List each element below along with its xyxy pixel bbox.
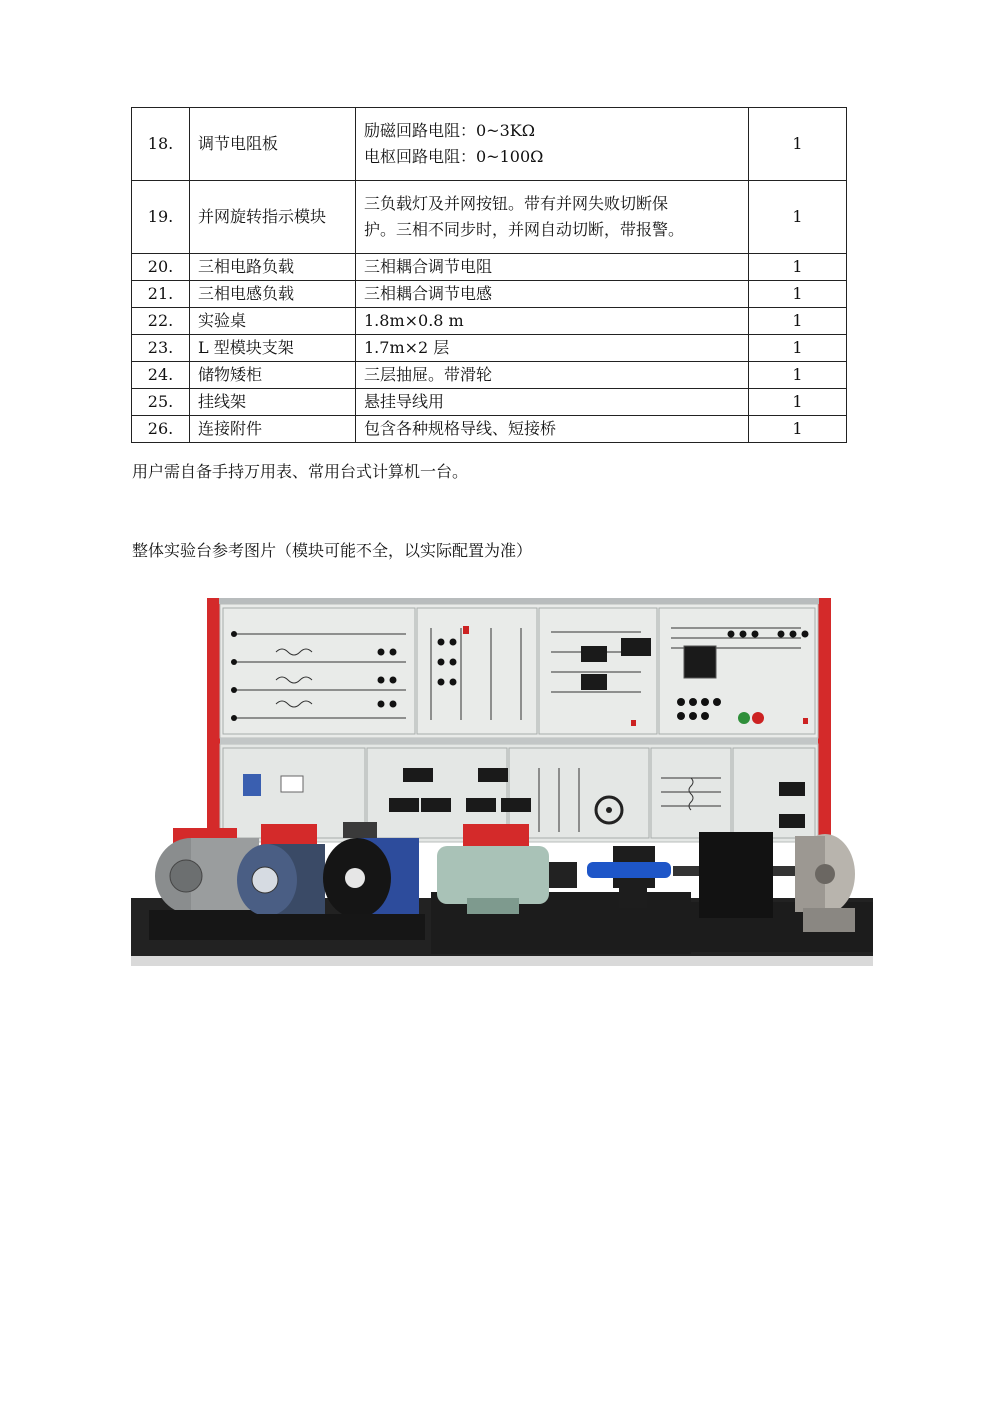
brake-unit bbox=[795, 834, 855, 932]
row-description: 三相耦合调节电阻 bbox=[356, 254, 749, 281]
row-number: 22. bbox=[132, 308, 190, 335]
row-name: 挂线架 bbox=[190, 389, 356, 416]
table-row bbox=[132, 389, 847, 416]
table-row bbox=[132, 281, 847, 308]
panel-divider bbox=[220, 738, 818, 744]
row-description: 三层抽屉。带滑轮 bbox=[356, 362, 749, 389]
row-name: 三相电路负载 bbox=[190, 254, 356, 281]
row-quantity: 1 bbox=[749, 181, 847, 254]
row-number: 18. bbox=[132, 108, 190, 181]
row-quantity: 1 bbox=[749, 254, 847, 281]
frame-post-right bbox=[818, 598, 831, 838]
row-description bbox=[356, 108, 749, 181]
row-number: 20. bbox=[132, 254, 190, 281]
frame-post-left bbox=[207, 598, 220, 838]
row-name: 储物矮柜 bbox=[190, 362, 356, 389]
row-quantity: 1 bbox=[749, 281, 847, 308]
user-requirement-note: 用户需自备手持万用表、常用台式计算机一台。 bbox=[132, 462, 469, 481]
photo-caption: 整体实验台参考图片（模块可能不全，以实际配置为准） bbox=[132, 541, 533, 560]
row-name: L 型模块支架 bbox=[190, 335, 356, 362]
row-quantity: 1 bbox=[749, 335, 847, 362]
row-name: 调节电阻板 bbox=[190, 108, 356, 181]
description-line: 护。三相不同步时，并网自动切断，带报警。 bbox=[364, 220, 685, 239]
row-quantity: 1 bbox=[749, 308, 847, 335]
lab-bench-photo bbox=[131, 592, 873, 966]
table-row bbox=[132, 335, 847, 362]
table-row bbox=[132, 108, 847, 181]
breaker bbox=[243, 774, 261, 796]
row-description bbox=[356, 181, 749, 254]
row-quantity: 1 bbox=[749, 362, 847, 389]
row-number: 23. bbox=[132, 335, 190, 362]
row-description: 包含各种规格导线、短接桥 bbox=[356, 416, 749, 443]
row-name: 三相电感负载 bbox=[190, 281, 356, 308]
row-quantity: 1 bbox=[749, 108, 847, 181]
row-description: 1.7m×2 层 bbox=[356, 335, 749, 362]
frame-top bbox=[219, 598, 819, 604]
row-number: 24. bbox=[132, 362, 190, 389]
row-description: 1.8m×0.8 m bbox=[356, 308, 749, 335]
row-number: 26. bbox=[132, 416, 190, 443]
table-row bbox=[132, 308, 847, 335]
table-row bbox=[132, 416, 847, 443]
row-name: 实验桌 bbox=[190, 308, 356, 335]
description-line: 电枢回路电阻：0~100Ω bbox=[364, 147, 544, 166]
row-description: 悬挂导线用 bbox=[356, 389, 749, 416]
table-row bbox=[132, 254, 847, 281]
row-number: 25. bbox=[132, 389, 190, 416]
description-line: 三负载灯及并网按钮。带有并网失败切断保 bbox=[364, 194, 669, 213]
row-name: 并网旋转指示模块 bbox=[190, 181, 356, 254]
row-quantity: 1 bbox=[749, 416, 847, 443]
spec-table bbox=[131, 107, 847, 443]
description-line: 励磁回路电阻：0~3KΩ bbox=[364, 121, 535, 140]
row-number: 21. bbox=[132, 281, 190, 308]
row-quantity: 1 bbox=[749, 389, 847, 416]
row-number: 19. bbox=[132, 181, 190, 254]
row-description: 三相耦合调节电感 bbox=[356, 281, 749, 308]
table-row bbox=[132, 362, 847, 389]
table-row bbox=[132, 181, 847, 254]
row-name: 连接附件 bbox=[190, 416, 356, 443]
